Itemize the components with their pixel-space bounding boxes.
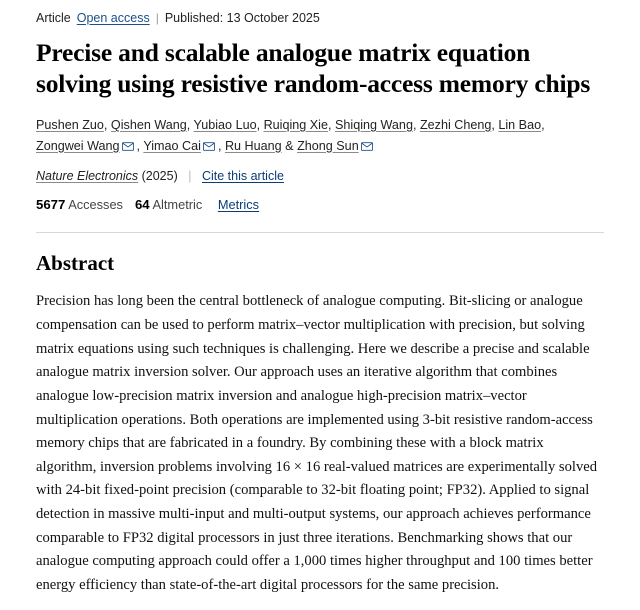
author-conjunction: & xyxy=(281,138,298,153)
metric-label: Altmetric xyxy=(149,197,203,213)
journal-name-link[interactable]: Nature Electronics xyxy=(36,169,139,184)
envelope-icon[interactable] xyxy=(122,137,134,158)
meta-divider: | xyxy=(155,11,159,25)
metrics-link[interactable]: Metrics xyxy=(217,197,260,213)
author-separator: , xyxy=(541,117,545,132)
article-meta-line xyxy=(36,10,604,27)
author-separator: , xyxy=(412,117,420,132)
author-separator: , xyxy=(186,117,194,132)
author-list xyxy=(36,115,604,158)
journal-line xyxy=(36,169,604,183)
metric-label: Accesses xyxy=(65,197,123,213)
author-separator: , xyxy=(136,138,144,153)
author-link[interactable]: Yubiao Luo xyxy=(193,117,257,132)
published-date: Published: 13 October 2025 xyxy=(164,11,320,25)
page-title: Precise and scalable analogue matrix equation solving using resistive random-access memory chips xyxy=(36,37,591,98)
abstract-heading: Abstract xyxy=(36,251,115,276)
author-link[interactable]: Zongwei Wang xyxy=(36,138,120,153)
author-link[interactable]: Ru Huang xyxy=(224,138,282,153)
cite-article-link[interactable]: Cite this article xyxy=(201,169,284,184)
author-separator: , xyxy=(256,117,264,132)
envelope-icon[interactable] xyxy=(203,137,215,158)
author-link[interactable]: Qishen Wang xyxy=(110,117,187,132)
author-link[interactable]: Yimao Cai xyxy=(143,138,201,153)
journal-divider: | xyxy=(188,169,192,184)
author-link[interactable]: Pushen Zuo xyxy=(36,117,104,132)
author-link[interactable]: Lin Bao xyxy=(498,117,542,132)
metric-value: 5677 xyxy=(36,197,66,213)
author-separator: , xyxy=(217,138,225,153)
author-separator: , xyxy=(103,117,111,132)
author-separator: , xyxy=(491,117,499,132)
author-link[interactable]: Zhong Sun xyxy=(297,138,359,153)
author-link[interactable]: Zezhi Cheng xyxy=(419,117,492,132)
abstract-text: Precision has long been the central bottleneck of analogue computing. Bit-slicing or analogue compensation can be used to perform matrix–vector multiplication with precision, but solving matrix equations using such techniques is challenging. Here we describe a precise and scalable analogue matrix inversion solver. Our approach uses an iterative algorithm that combines analogue low-precision matrix inversion and analogue high-precision matrix–vector multiplication operations. Both operations are implemented using 3-bit resistive random-access memory chips that are fabricated in a foundry. By combining these with a block matrix algorithm, inversion problems involving 16 × 16 real-valued matrices are experimentally solved with 24-bit fixed-point precision (comparable to 32-bit floating point; FP32). Applied to signal detection in massive multi-input and multi-output systems, our approach achieves performance comparable to FP32 digital processors in just three iterations. Benchmarking shows that our analogue computing approach could offer a 1,000 times higher throughput and 100 times better energy efficiency than state-of-the-art digital processors for the same precision. xyxy=(36,293,598,594)
envelope-icon[interactable] xyxy=(361,137,373,158)
section-divider xyxy=(36,232,604,233)
article-type-label: Article xyxy=(36,11,71,25)
metrics-row xyxy=(36,197,604,212)
author-link[interactable]: Shiqing Wang xyxy=(335,117,413,132)
author-separator: , xyxy=(328,117,335,132)
journal-year: (2025) xyxy=(141,169,178,184)
open-access-link[interactable]: Open access xyxy=(76,11,150,25)
author-link[interactable]: Ruiqing Xie xyxy=(263,117,328,132)
metrics-values xyxy=(36,197,214,212)
metric-value: 64 xyxy=(134,197,150,213)
